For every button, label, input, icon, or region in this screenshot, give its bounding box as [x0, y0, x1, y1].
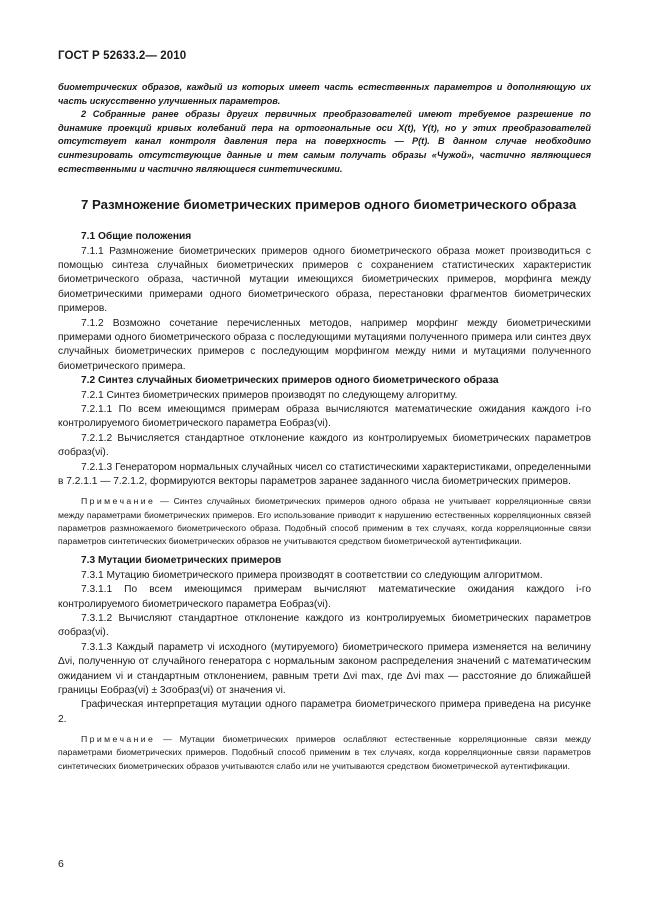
paragraph-7-1-2: 7.1.2 Возможно сочетание перечисленных методов, например морфинг между биометрическими примерами одного биометрического образа с последующими мутациями полученного примера или синтез двух случайных биометрических примеров с последующим морфингом между ними и мутациями полученного биометрического примера.	[58, 317, 591, 372]
paragraph-7-3-1-3: 7.3.1.3 Каждый параметр νi исходного (мутируемого) биометрического примера изменяется на величину Δνi, полученную от случайного генератора с нормальным законом распределения значений с математическим ожиданием νi и стандартным отклонением, равным трети Δνi max, где Δνi max — расстояние до ближайшей границы Eобраз(νi) ± 3σобраз(νi) от значения νi.	[58, 641, 591, 696]
section-7-3-title: 7.3 Мутации биометрических примеров	[81, 555, 282, 567]
paragraph-7-2-1-1: 7.2.1.1 По всем имеющимся примерам образа вычисляются математические ожидания каждого i-го контролируемого биометрического параметра Eобраз(νi).	[58, 404, 591, 430]
page-number: 6	[58, 858, 64, 870]
document-code-header: ГОСТ Р 52633.2— 2010	[58, 50, 187, 62]
page-content	[58, 81, 591, 779]
note-7-2	[58, 495, 591, 548]
note-text: — Синтез случайных биометрических примеров одного образа не учитывает корреляционные связи между параметрами биометрических примеров. Его использование приводит к нарушению естественных корреляционных связей параметров размножаемого биометрического образа. Подобный способ применим в тех случаях, когда корреляционные связи параметров синтетических биометрических образов не учитываются средством биометрической аутентификации.	[58, 496, 591, 547]
note-label: Примечание	[81, 496, 156, 507]
section-7-1-title: 7.1 Общие положения	[81, 231, 192, 243]
paragraph-7-2-1: 7.2.1 Синтез биометрических примеров производят по следующему алгоритму.	[81, 389, 458, 401]
paragraph-7-3-1-2: 7.3.1.2 Вычисляют стандартное отклонение каждого из контролируемых биометрических параметров σобраз(νi).	[58, 612, 591, 639]
intro-note-2: 2 Собранные ранее образы других первичных преобразователей имеют требуемое разрешение по динамике проекций кривых колебаний пера на ортогональные оси X(t), Y(t), но у этих преобразователей отсутствует канал контроля давления пера на поверхность — P(t). В данном случае необходимо синтезировать отсутствующие данные и тем самым получать образы «Чужой», частично являющиеся естественными и частично являющиеся синтетическими.	[58, 109, 591, 174]
section-7-title: 7 Размножение биометрических примеров одного биометрического образа	[81, 197, 577, 213]
intro-note-continuation: биометрических образов, каждый из которых имеет часть естественных параметров и дополняющую их часть искусственно улучшенных параметров.	[58, 82, 591, 106]
paragraph-7-2-1-2: 7.2.1.2 Вычисляется стандартное отклонение каждого из контролируемых биометрических параметров σобраз(νi).	[58, 432, 591, 459]
paragraph-7-2-1-3: 7.2.1.3 Генератором нормальных случайных чисел со статистическими характеристиками, определенными в 7.2.1.1 — 7.2.1.2, формируются векторы параметров заранее заданного числа биометрических примеров.	[58, 461, 591, 488]
note-7-3	[58, 733, 591, 773]
paragraph-7-3-1-1: 7.3.1.1 По всем имеющимся примерам вычисляют математические ожидания каждого i-го контролируемого биометрического параметра Eобраз(νi).	[58, 584, 591, 610]
paragraph-7-3-1: 7.3.1 Мутацию биометрического примера производят в соответствии со следующим алгоритмом.	[81, 569, 543, 581]
paragraph-figure-2-reference: Графическая интерпретация мутации одного параметра биометрического примера приведена на рисунке 2.	[58, 699, 591, 725]
section-7-2-title: 7.2 Синтез случайных биометрических примеров одного биометрического образа	[81, 375, 499, 387]
note-text: — Мутации биометрических примеров ослабляют естественные корреляционные связи между параметрами биометрических примеров. Подобный способ применим в тех случаях, когда корреляционные связи параметров синтетических биометрических образов учитываются слабо или не учитываются средством биометрической аутентификации.	[58, 734, 591, 771]
paragraph-7-1-1: 7.1.1 Размножение биометрических примеров одного биометрического образа может производиться с помощью синтеза случайных биометрических примеров с сохранением статистических характеристик биометрического образа, частичной мутации имеющихся биометрических примеров, морфинга между биометрическими примерами одного биометрического образа, перестановки фрагментов биометрических примеров.	[58, 245, 591, 315]
note-label: Примечание	[81, 734, 156, 745]
